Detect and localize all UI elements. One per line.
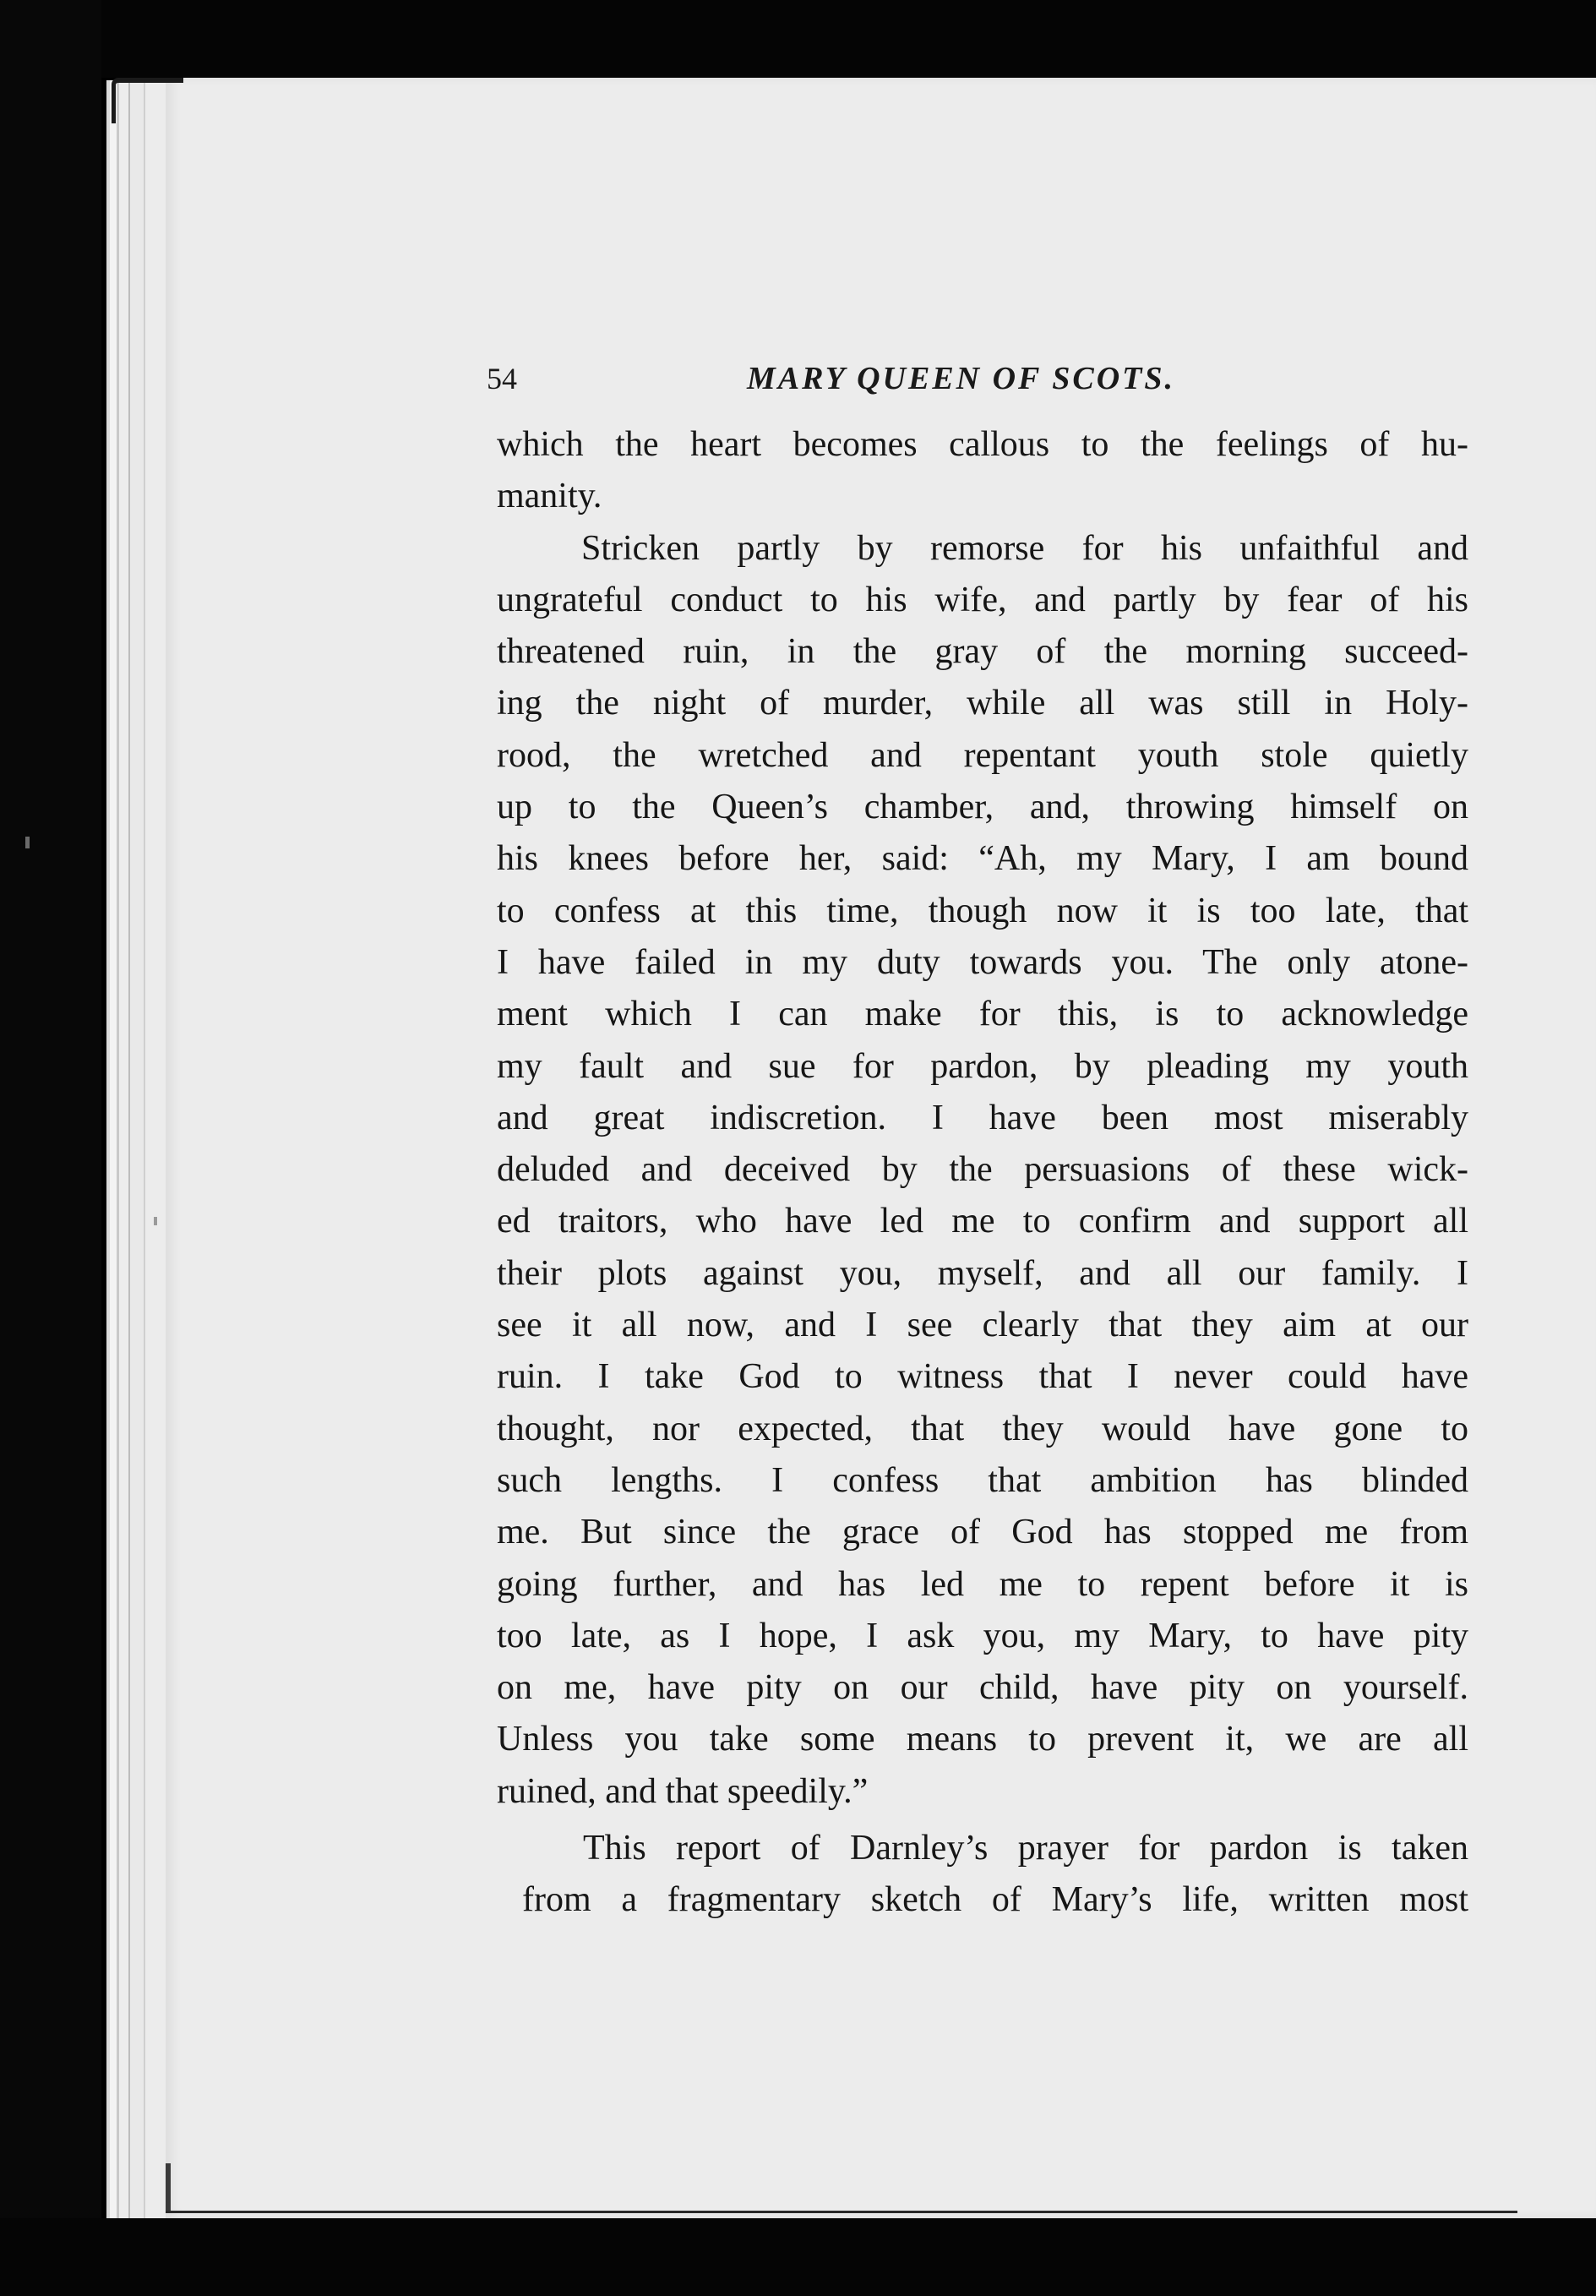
text-line: up to the Queen’s chamber, and, throwing himself on — [497, 788, 1468, 827]
text-line: ing the night of murder, while all was still in Holy- — [497, 684, 1468, 723]
page-number: 54 — [487, 362, 517, 395]
text-line: rood, the wretched and repentant youth stole quietly — [497, 735, 1468, 775]
text-line: too late, as I hope, I ask you, my Mary, to have pity — [497, 1616, 1468, 1655]
scan-top-border — [0, 0, 1596, 78]
paragraph — [497, 523, 1468, 1818]
book-page-edges — [106, 80, 166, 2244]
text-line: ment which I can make for this, is to acknowledge — [497, 995, 1468, 1034]
scan-bottom-border — [0, 2218, 1596, 2296]
text-line: from a fragmentary sketch of Mary’s life, written most — [522, 1880, 1468, 1920]
text-line: thought, nor expected, that they would have gone to — [497, 1409, 1468, 1448]
text-line: my fault and sue for pardon, by pleading my youth — [497, 1046, 1468, 1086]
scan-left-border — [0, 0, 101, 2296]
body-text — [497, 419, 1468, 1927]
text-line: such lengths. I confess that ambition has blinded — [497, 1460, 1468, 1500]
text-line: me. But since the grace of God has stopped me from — [497, 1513, 1468, 1552]
text-line: manity. — [497, 477, 602, 516]
page-bottom-edge — [166, 2195, 1517, 2213]
scan-artifact — [25, 837, 30, 848]
text-line: their plots against you, myself, and all our family. I — [497, 1253, 1468, 1293]
text-line: which the heart becomes callous to the feelings of hu- — [497, 425, 1468, 464]
text-line: Stricken partly by remorse for his unfaithful and — [581, 528, 1468, 568]
page-corner-mark — [112, 78, 183, 123]
text-line: his knees before her, said: “Ah, my Mary, I am bound — [497, 839, 1468, 879]
running-head — [487, 353, 1467, 404]
running-title: MARY QUEEN OF SCOTS. — [747, 361, 1175, 396]
text-line: Unless you take some means to prevent it, we are all — [497, 1720, 1468, 1759]
text-line: This report of Darnley’s prayer for pardon is taken — [583, 1829, 1468, 1868]
text-line: to confess at this time, though now it is too late, that — [497, 891, 1468, 930]
scan-artifact — [154, 1217, 157, 1225]
text-line: ed traitors, who have led me to confirm and support all — [497, 1202, 1468, 1241]
text-line: threatened ruin, in the gray of the morning succeed- — [497, 632, 1468, 672]
text-line: and great indiscretion. I have been most miserably — [497, 1098, 1468, 1137]
text-line: ruin. I take God to witness that I never could have — [497, 1357, 1468, 1397]
text-line: going further, and has led me to repent before it is — [497, 1564, 1468, 1604]
text-line: see it all now, and I see clearly that they aim at our — [497, 1306, 1468, 1345]
text-line: on me, have pity on our child, have pity on yourself. — [497, 1668, 1468, 1708]
text-line: ruined, and that speedily.” — [497, 1771, 869, 1811]
paragraph — [522, 1823, 1468, 1927]
text-line: I have failed in my duty towards you. The only atone- — [497, 942, 1468, 982]
text-line: ungrateful conduct to his wife, and partly by fear of his — [497, 580, 1468, 619]
paragraph-continued — [497, 419, 1468, 523]
text-line: deluded and deceived by the persuasions of these wick- — [497, 1150, 1468, 1190]
